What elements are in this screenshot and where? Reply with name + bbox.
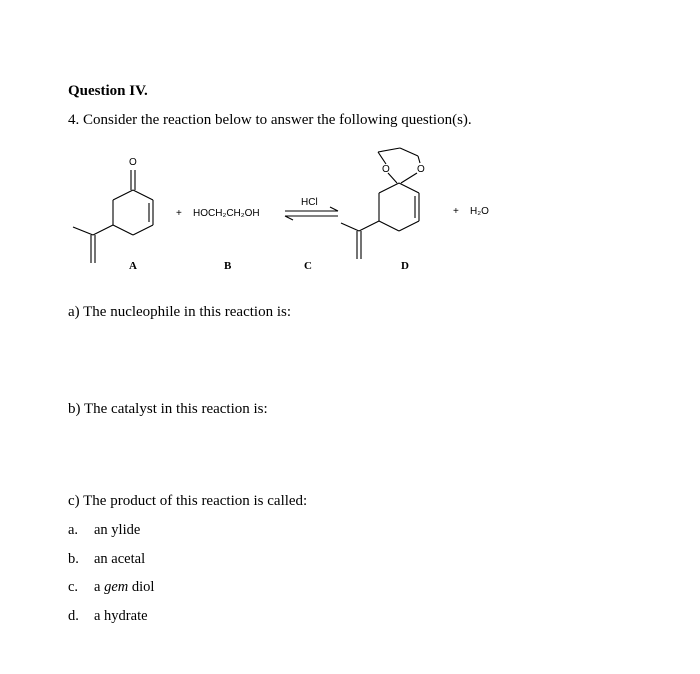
- reaction-scheme: [60, 145, 520, 280]
- reagent-plus: +: [176, 208, 182, 219]
- part-b-catalyst: b) The catalyst in this reaction is:: [68, 401, 268, 417]
- water-label: H₂O: [470, 206, 489, 217]
- option-c[interactable]: [68, 579, 154, 596]
- label-c: C: [304, 260, 312, 272]
- carbonyl-oxygen-label: O: [129, 157, 137, 168]
- equilibrium-arrows: [285, 207, 338, 220]
- option-c-text-post: diol: [128, 579, 155, 595]
- ketone-structure-a: [73, 170, 153, 263]
- question-title: Question IV.: [68, 83, 148, 99]
- label-a: A: [129, 260, 137, 272]
- option-c-letter: c.: [68, 579, 79, 595]
- label-d: D: [401, 260, 409, 272]
- option-b-text: an acetal: [94, 551, 146, 567]
- part-a-nucleophile: a) The nucleophile in this reaction is:: [68, 304, 291, 320]
- water-plus: +: [453, 206, 459, 217]
- catalyst-label: HCl: [301, 197, 318, 208]
- option-a-text: an ylide: [94, 522, 141, 538]
- option-a[interactable]: [68, 522, 140, 539]
- label-b: B: [224, 260, 232, 272]
- option-a-letter: a.: [68, 522, 79, 538]
- acetal-oxygen-right-label: O: [417, 164, 425, 175]
- acetal-oxygen-left-label: O: [382, 164, 390, 175]
- option-b[interactable]: [68, 551, 145, 568]
- option-d-letter: d.: [68, 608, 79, 624]
- option-c-text-pre: a: [94, 579, 105, 595]
- option-b-letter: b.: [68, 551, 79, 567]
- acetal-structure-d: [341, 148, 420, 259]
- question-prompt: 4. Consider the reaction below to answer the following question(s).: [68, 112, 472, 128]
- option-c-text-em: gem: [104, 579, 129, 595]
- part-c-product: c) The product of this reaction is called:: [68, 493, 308, 509]
- option-d-text: a hydrate: [94, 608, 148, 624]
- option-d[interactable]: [68, 608, 148, 625]
- reagent-ethylene-glycol: HOCH₂CH₂OH: [193, 208, 260, 219]
